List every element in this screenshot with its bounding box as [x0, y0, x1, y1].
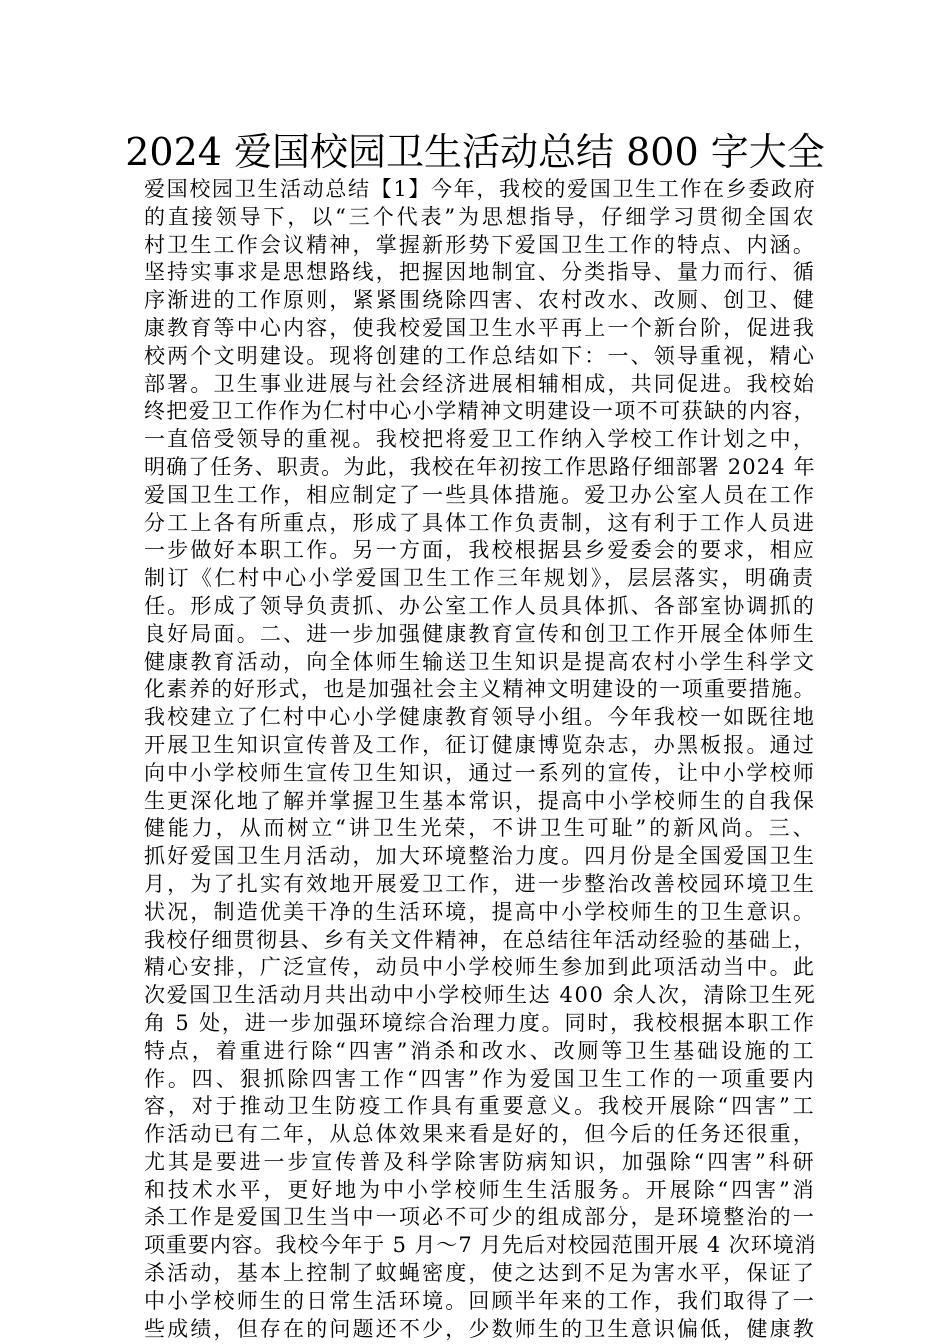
body-line: 月，为了扎实有效地开展爱卫工作，进一步整治改善校园环境卫生 [144, 871, 816, 896]
body-line: 状况，制造优美干净的生活环境，提高中小学校师生的卫生意识。 [144, 899, 816, 924]
body-line: 特点，着重进行除“四害”消杀和改水、改厕等卫生基础设施的工 [144, 1038, 816, 1063]
body-line: 坚持实事求是思想路线，把握因地制宜、分类指导、量力而行、循 [144, 260, 816, 285]
body-line: 明确了任务、职责。为此，我校在年初按工作思路仔细部署 2024 年 [144, 454, 816, 479]
body-line: 良好局面。二、进一步加强健康教育宣传和创卫工作开展全体师生 [144, 621, 816, 646]
document-body [144, 176, 816, 1343]
body-line: 项重要内容。我校今年于 5 月～7 月先后对校园范围开展 4 次环境消 [144, 1233, 816, 1258]
body-line: 开展卫生知识宣传普及工作，征订健康博览杂志，办黑板报。通过 [144, 732, 816, 757]
body-line: 制订《仁村中心小学爱国卫生工作三年规划》，层层落实，明确责 [144, 566, 816, 591]
body-line: 杀活动，基本上控制了蚊蝇密度，使之达到不足为害水平，保证了 [144, 1261, 816, 1286]
body-line: 容，对于推动卫生防疫工作具有重要意义。我校开展除“四害”工 [144, 1094, 816, 1119]
body-line: 终把爱卫工作作为仁村中心小学精神文明建设一项不可获缺的内容， [144, 399, 816, 424]
body-line: 爱国卫生工作，相应制定了一些具体措施。爱卫办公室人员在工作 [144, 482, 816, 507]
body-line: 和技术水平，更好地为中小学校师生生活服务。开展除“四害”消 [144, 1177, 816, 1202]
body-line: 序渐进的工作原则，紧紧围绕除四害、农村改水、改厕、创卫、健 [144, 288, 816, 313]
body-line: 健康教育活动，向全体师生输送卫生知识是提高农村小学生科学文 [144, 649, 816, 674]
body-line: 作活动已有二年，从总体效果来看是好的，但今后的任务还很重， [144, 1122, 816, 1147]
body-line: 化素养的好形式，也是加强社会主义精神文明建设的一项重要措施。 [144, 677, 816, 702]
body-line: 的直接领导下，以“三个代表”为思想指导，仔细学习贯彻全国农 [144, 204, 816, 229]
body-line: 向中小学校师生宣传卫生知识，通过一系列的宣传，让中小学校师 [144, 760, 816, 785]
body-line: 生更深化地了解并掌握卫生基本常识，提高中小学校师生的自我保 [144, 788, 816, 813]
body-line: 次爱国卫生活动月共出动中小学校师生达 400 余人次，清除卫生死 [144, 983, 816, 1008]
body-line: 村卫生工作会议精神，掌握新形势下爱国卫生工作的特点、内涵。 [144, 232, 816, 257]
body-line: 作。四、狠抓除四害工作“四害”作为爱国卫生工作的一项重要内 [144, 1066, 816, 1091]
body-line: 我校建立了仁村中心小学健康教育领导小组。今年我校一如既往地 [144, 705, 816, 730]
body-line: 些成绩，但存在的问题还不少，少数师生的卫生意识偏低，健康教 [144, 1316, 816, 1341]
body-line: 爱国校园卫生活动总结【1】今年，我校的爱国卫生工作在乡委政府 [144, 177, 816, 201]
body-line: 校两个文明建设。现将创建的工作总结如下：一、领导重视，精心 [144, 343, 816, 368]
body-line: 尤其是要进一步宣传普及科学除害防病知识，加强除“四害”科研 [144, 1149, 816, 1174]
body-line: 分工上各有所重点，形成了具体工作负责制，这有利于工作人员进 [144, 510, 816, 535]
document-title: 2024 爱国校园卫生活动总结 800 字大全 [125, 130, 825, 174]
body-line: 中小学校师生的日常生活环境。回顾半年来的工作，我们取得了一 [144, 1288, 816, 1313]
body-line: 精心安排，广泛宣传，动员中小学校师生参加到此项活动当中。此 [144, 955, 816, 980]
body-line: 一步做好本职工作。另一方面，我校根据县乡爱委会的要求，相应 [144, 538, 816, 563]
body-line: 任。形成了领导负责抓、办公室工作人员具体抓、各部室协调抓的 [144, 593, 816, 618]
body-line: 康教育等中心内容，使我校爱国卫生水平再上一个新台阶，促进我 [144, 315, 816, 340]
body-line: 我校仔细贯彻县、乡有关文件精神，在总结往年活动经验的基础上， [144, 927, 816, 952]
body-line: 角 5 处，进一步加强环境综合治理力度。同时，我校根据本职工作 [144, 1010, 816, 1035]
body-line: 部署。卫生事业进展与社会经济进展相辅相成，共同促进。我校始 [144, 371, 816, 396]
body-line: 一直倍受领导的重视。我校把将爱卫工作纳入学校工作计划之中， [144, 427, 816, 452]
body-line: 健能力，从而树立“讲卫生光荣，不讲卫生可耻”的新风尚。三、 [144, 816, 816, 841]
body-line: 杀工作是爱国卫生当中一项必不可少的组成部分，是环境整治的一 [144, 1205, 816, 1230]
body-line: 抓好爱国卫生月活动，加大环境整治力度。四月份是全国爱国卫生 [144, 844, 816, 869]
